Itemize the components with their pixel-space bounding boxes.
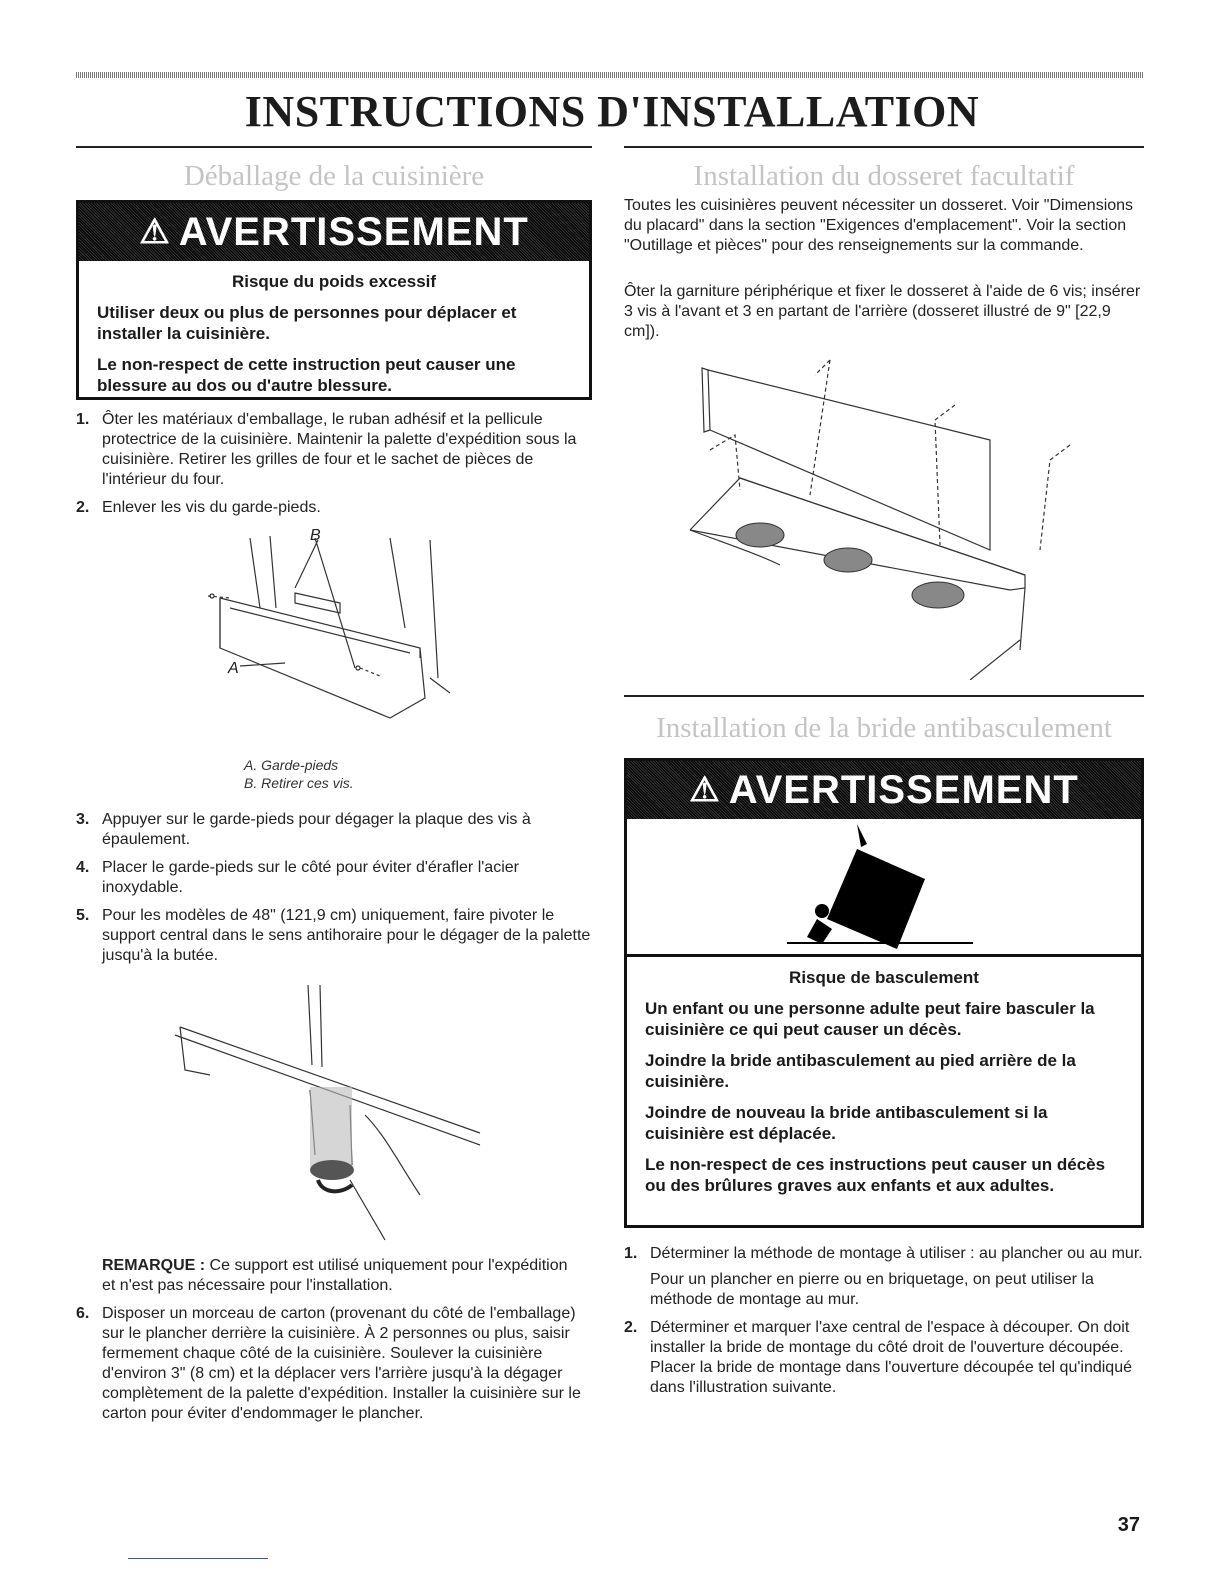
warning-line: Le non-respect de ces instructions peut causer un décès ou des brûlures graves aux enfants et aux adultes. <box>645 1155 1106 1195</box>
right-rule <box>624 146 1144 148</box>
toe-kick-illustration <box>190 528 470 748</box>
steps-block-a <box>76 410 592 526</box>
warning-line: Un enfant ou une personne adulte peut faire basculer la cuisinière ce qui peut causer un décès. <box>645 999 1095 1039</box>
tip-over-pictogram-area <box>627 819 1141 957</box>
page-title: INSTRUCTIONS D'INSTALLATION <box>244 87 980 136</box>
warning-box-tip-over <box>624 758 1144 1228</box>
list-item: 2. Enlever les vis du garde-pieds. <box>76 499 321 516</box>
figure-caption-a: A. Garde-pieds <box>244 757 339 773</box>
warning-box-weight <box>76 200 592 400</box>
warning-line: Le non-respect de cette instruction peut causer une blessure au dos ou d'autre blessure. <box>97 355 516 395</box>
top-texture-bar <box>76 72 1144 78</box>
backguard-para-2: Ôter la garniture périphérique et fixer le dosseret à l'aide de 6 vis; insérer 3 vis à l'avant et 3 en partant de l'arrière (dosseret illustré de 9" [22,9 cm]). <box>624 283 1141 340</box>
section-title-unpacking: Déballage de la cuisinière <box>183 160 485 192</box>
sub-paragraph: Pour un plancher en pierre ou en briquetage, on peut utiliser la méthode de montage au mur. <box>650 1271 1094 1308</box>
footer-line <box>128 1558 268 1559</box>
step-6 <box>76 1304 592 1432</box>
warning-header: ⚠ AVERTISSEMENT <box>627 761 1141 819</box>
warning-line: Utiliser deux ou plus de personnes pour déplacer et installer la cuisinière. <box>97 303 517 343</box>
warning-risk: Risque de basculement <box>789 968 979 987</box>
warning-line: Joindre la bride antibasculement au pied arrière de la cuisinière. <box>645 1051 1076 1091</box>
anti-tip-steps <box>624 1244 1144 1406</box>
backguard-para-1: Toutes les cuisinières peuvent nécessiter un dosseret. Voir "Dimensions du placard" dans la section "Exigences d'emplacement". Voir la section "Outillage et pièces" pour des renseignements sur la commande. <box>624 197 1134 254</box>
warning-triangle-icon: ⚠ <box>139 213 171 251</box>
tip-over-pictogram-icon <box>777 819 977 957</box>
warning-line: Joindre de nouveau la bride antibasculement si la cuisinière est déplacée. <box>645 1103 1048 1143</box>
warning-triangle-icon: ⚠ <box>689 771 721 809</box>
warning-risk: Risque du poids excessif <box>231 272 437 291</box>
list-item: 6. Disposer un morceau de carton (provenant du côté de l'emballage) sur le plancher derrière la cuisinière. À 2 personnes ou plus, saisir fermement chaque côté de la cuisinière. Soulever la cuisinière d'environ 3" (8 cm) et la déplacer vers l'arrière jusqu'à la dégager complètement de la palette d'expédition. Installer la cuisinière sur le carton pour éviter d'endommager le plancher. <box>76 1305 581 1422</box>
figure-label-a: A <box>228 660 239 677</box>
list-item: 5. Pour les modèles de 48" (121,9 cm) uniquement, faire pivoter le support central dans le sens antihoraire pour le dégager de la palette jusqu'à la butée. <box>76 907 591 964</box>
section-title-anti-tip: Installation de la bride antibasculement <box>656 712 1112 744</box>
steps-block-b <box>76 810 592 974</box>
figure-caption-b: B. Retirer ces vis. <box>244 775 354 791</box>
section-title-backguard: Installation du dosseret facultatif <box>693 160 1075 192</box>
list-item: 3. Appuyer sur le garde-pieds pour dégager la plaque des vis à épaulement. <box>76 811 531 848</box>
left-rule <box>76 146 592 148</box>
list-item: 4. Placer le garde-pieds sur le côté pour éviter d'érafler l'acier inoxydable. <box>76 859 519 896</box>
list-item: 1. Déterminer la méthode de montage à utiliser : au plancher ou au mur. Pour un plancher en pierre ou en briquetage, on peut utiliser la méthode de montage au mur. <box>624 1245 1143 1308</box>
right-rule-2 <box>624 695 1144 697</box>
list-item: 1. Ôter les matériaux d'emballage, le ruban adhésif et la pellicule protectrice de la cuisinière. Maintenir la palette d'expédition sous la cuisinière. Retirer les grilles de four et le sachet de pièces de l'intérieur du four. <box>76 411 577 488</box>
center-support-illustration <box>170 975 490 1245</box>
figure-label-b: B <box>310 528 321 544</box>
note: REMARQUE : Ce support est utilisé uniquement pour l'expédition et n'est pas nécessaire pour l'installation. <box>102 1257 568 1294</box>
page-number: 37 <box>1117 1514 1140 1536</box>
warning-header: ⚠ AVERTISSEMENT <box>79 203 589 261</box>
backguard-illustration <box>680 350 1100 680</box>
list-item: 2. Déterminer et marquer l'axe central de l'espace à découper. On doit installer la bride de montage du côté droit de l'ouverture découpée. Placer la bride de montage dans l'ouverture découpée tel qu'indiqué dans l'illustration suivante. <box>624 1319 1132 1396</box>
